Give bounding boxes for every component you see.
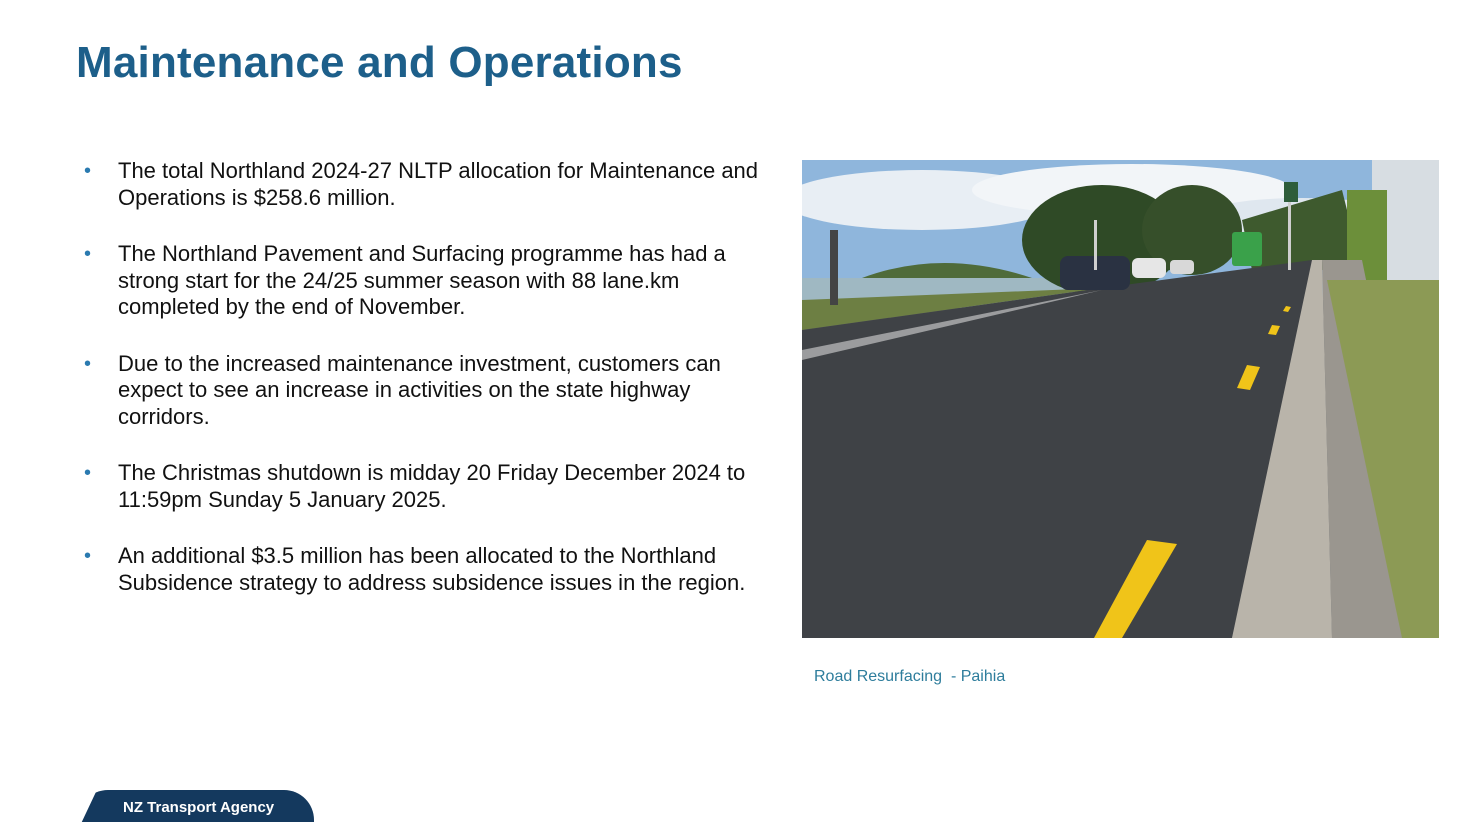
bullet-text: The total Northland 2024-27 NLTP allocation for Maintenance and Operations is $258.6 million. [118,158,759,210]
bullet-text: The Christmas shutdown is midday 20 Friday December 2024 to 11:59pm Sunday 5 January 2025. [118,460,746,512]
bullet-text: An additional $3.5 million has been allocated to the Northland Subsidence strategy to address subsidence issues in the region. [118,543,746,595]
parked-car [1132,258,1166,278]
bullet-marker: • [84,352,92,375]
bullet-item [84,543,784,596]
footer-agency-label: NZ Transport Agency [123,799,275,816]
speed-sign [1284,182,1298,202]
photo-caption: Road Resurfacing - Paihia [814,668,1006,685]
slide-title: Maintenance and Operations [76,38,683,87]
bullet-marker: • [84,462,92,484]
bullet-text: The Northland Pavement and Surfacing programme has had a strong start for the 24/25 summer season with 88 lane.km completed by the end of November. [118,241,726,319]
bullet-marker: • [84,545,92,567]
road-photo-illustration [802,160,1439,638]
parked-car [1170,260,1194,274]
bullet-item [84,460,784,513]
bullet-item [84,351,784,431]
road-resurfacing-photo [802,160,1439,638]
bullet-item [84,241,784,321]
bullet-marker: • [84,160,92,182]
sign-pole [1094,220,1097,270]
bullet-marker: • [84,243,92,265]
bullet-list [84,158,784,626]
bullet-item [84,158,784,211]
post [830,230,838,305]
bus [1232,232,1262,266]
bullet-text: Due to the increased maintenance investment, customers can expect to see an increase in activities on the state highway corridors. [118,350,721,429]
